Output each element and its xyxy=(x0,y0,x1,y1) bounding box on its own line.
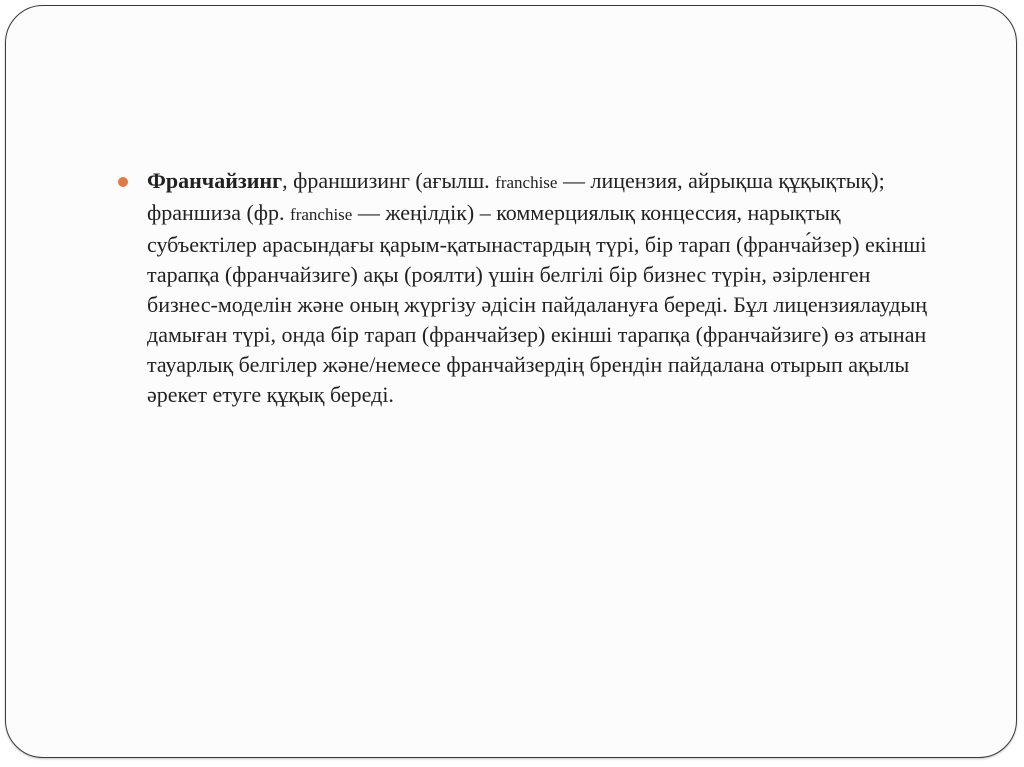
slide-frame xyxy=(5,5,1017,758)
bullet-text-part-1: , франшизинг (ағылш. xyxy=(282,168,496,193)
bullet-latin-word-1: franchise xyxy=(495,173,558,192)
bullet-term: Франчайзинг xyxy=(147,168,283,193)
bullet-latin-word-2: franchise xyxy=(290,205,353,224)
bullet-text xyxy=(147,166,937,410)
bullet-item xyxy=(118,166,928,410)
slide-content xyxy=(118,166,928,410)
bullet-dot-icon xyxy=(118,177,128,187)
bullet-text-part-2: — лицензия, айрықша құқықтық); франшиза (фр. xyxy=(147,168,885,225)
bullet-text-part-3: — жеңілдік) – коммерциялық концессия, нарықтық субъектілер арасындағы қарым-қатынастардың түрі, бір тарап (франча́йзер) екінші тарапқа (франчайзиге) ақы (роялти) үшін белгілі бір бизнес түрін, әзірленген бизнес-моделін және оның жүргізу әдісін пайдалануға береді. Бұл лицензиялаудың дамыған түрі, онда бір тарап (франчайзер) екінші тарапқа (франчайзиге) өз атынан тауарлық белгілер және/немесе франчайзердің брендін пайдалана отырып ақылы әрекет етуге құқық береді. xyxy=(147,200,928,407)
